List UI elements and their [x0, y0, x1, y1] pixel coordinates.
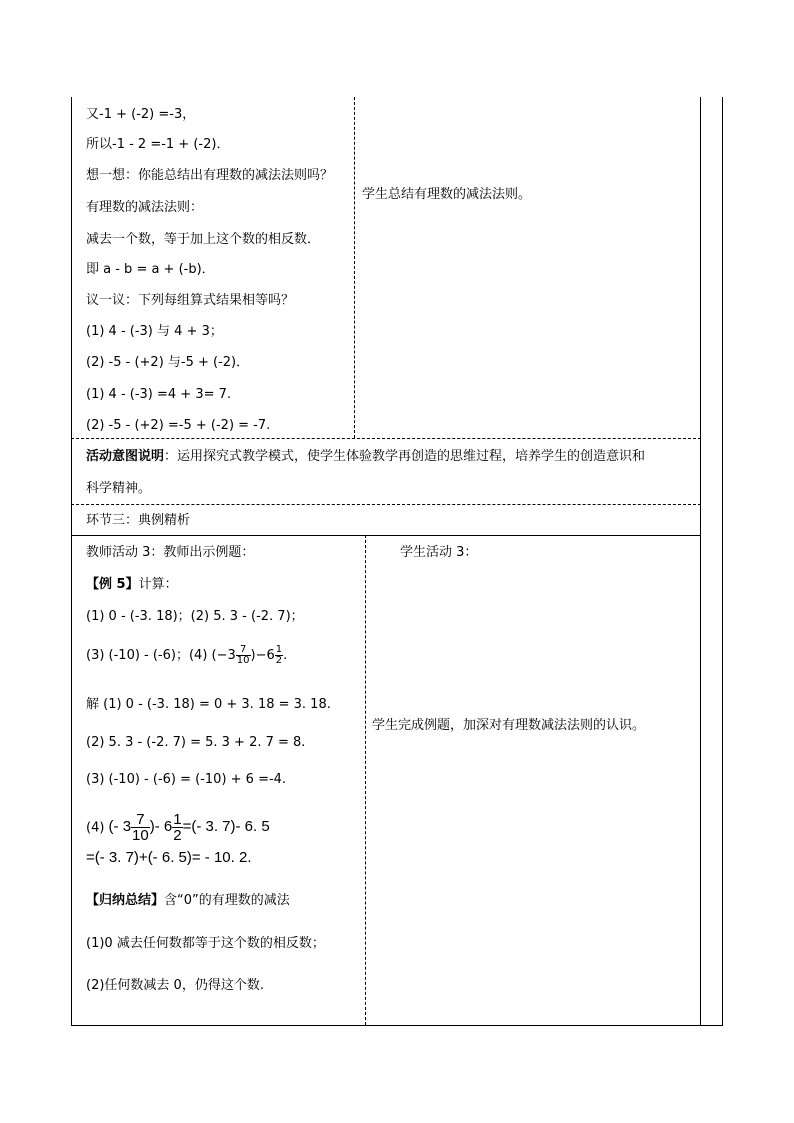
solution-3: (3) (-10) - (-6) = (-10) + 6 =-4.	[86, 772, 287, 787]
student-activity-text: 学生完成例题，加深对有理数减法法则的认识。	[372, 718, 646, 733]
rule-heading: 有理数的减法法则：	[86, 200, 204, 215]
rule-formula: 即 a - b = a + (-b)．	[86, 262, 215, 277]
discuss-prompt: 议一议：下列每组算式结果相等吗？	[86, 293, 295, 308]
column-divider-2	[365, 535, 366, 1025]
student-activity-heading: 学生活动 3：	[400, 545, 478, 560]
discuss-item: (2) -5 - (+2) 与-5 + (-2)．	[86, 355, 250, 370]
activity-intent-line-2: 科学精神。	[86, 481, 152, 496]
row-divider-3	[71, 535, 701, 536]
table-left-border	[71, 97, 72, 1026]
summary-rule-1: (1)0 减去任何数都等于这个数的相反数；	[86, 936, 325, 951]
activity-intent-label: 活动意图说明	[86, 449, 165, 464]
solution-1: 解 (1) 0 - (-3. 18) = 0 + 3. 18 = 3. 18.	[86, 697, 331, 712]
solution-4-continued: =(- 3. 7)+(- 6. 5)= - 10. 2.	[86, 849, 252, 866]
solution-2: (2) 5. 3 - (-2. 7) = 5. 3 + 2. 7 = 8.	[86, 735, 306, 750]
example-label: 【例 5】	[86, 577, 139, 592]
summary-text: 含“0”的有理数的减法	[164, 893, 290, 908]
summary-rule-2: (2)任何数减去 0，仍得这个数.	[86, 978, 264, 993]
student-summary-text: 学生总结有理数的减法法则。	[362, 187, 532, 202]
example-questions-2: (3) (-10) - (-6)；(4) (−3 $\frac{7}{10}$ )−6 $\frac{1}{2}$ .	[86, 644, 288, 666]
derivation-line: 又-1 + (-2) =-3，	[86, 107, 196, 122]
fraction-seven-tenths: $\frac{7}{10}$	[236, 644, 250, 666]
discuss-answer: (1) 4 - (-3) =4 + 3= 7.	[86, 387, 232, 402]
column-divider-1	[354, 97, 355, 438]
activity-intent-text: ：运用探究式教学模式，使学生体验教学再创造的思维过程，培养学生的创造意识和	[164, 449, 646, 464]
summary-label: 【归纳总结】	[86, 893, 165, 908]
fraction-one-half: $\frac{1}{2}$	[275, 644, 283, 666]
derivation-line: 所以-1 - 2 =-1 + (-2)．	[86, 137, 230, 152]
table-bottom-border	[71, 1025, 723, 1026]
table-inner-right-border	[700, 97, 701, 1026]
table-outer-right-border	[722, 97, 723, 1026]
teacher-activity-heading: 教师活动 3：教师出示例题：	[86, 545, 255, 560]
fraction-seven-tenths: $\frac{7}{10}$	[132, 811, 149, 844]
example-questions-1: (1) 0 - (-3. 18)；(2) 5. 3 - (-2. 7)；	[86, 609, 304, 624]
rule-text: 减去一个数，等于加上这个数的相反数．	[86, 232, 321, 247]
example-label-line	[86, 576, 178, 594]
solution-4: (4) (- 3 $\frac{7}{10}$ )- 6 $\frac{1}{2}$ =(- 3. 7)- 6. 5	[86, 811, 270, 844]
activity-intent-line-1	[86, 448, 645, 466]
section-title: 环节三：典例精析	[86, 513, 191, 528]
summary-line	[86, 892, 290, 910]
discuss-answer: (2) -5 - (+2) =-5 + (-2) = -7.	[86, 418, 271, 433]
row-divider-2	[71, 504, 701, 505]
think-prompt: 想一想：你能总结出有理数的减法法则吗？	[86, 168, 334, 183]
discuss-item: (1) 4 - (-3) 与 4 + 3；	[86, 324, 223, 339]
row-divider-1	[71, 438, 701, 439]
fraction-one-half: $\frac{1}{2}$	[173, 811, 182, 844]
example-instruction: 计算：	[138, 577, 178, 592]
